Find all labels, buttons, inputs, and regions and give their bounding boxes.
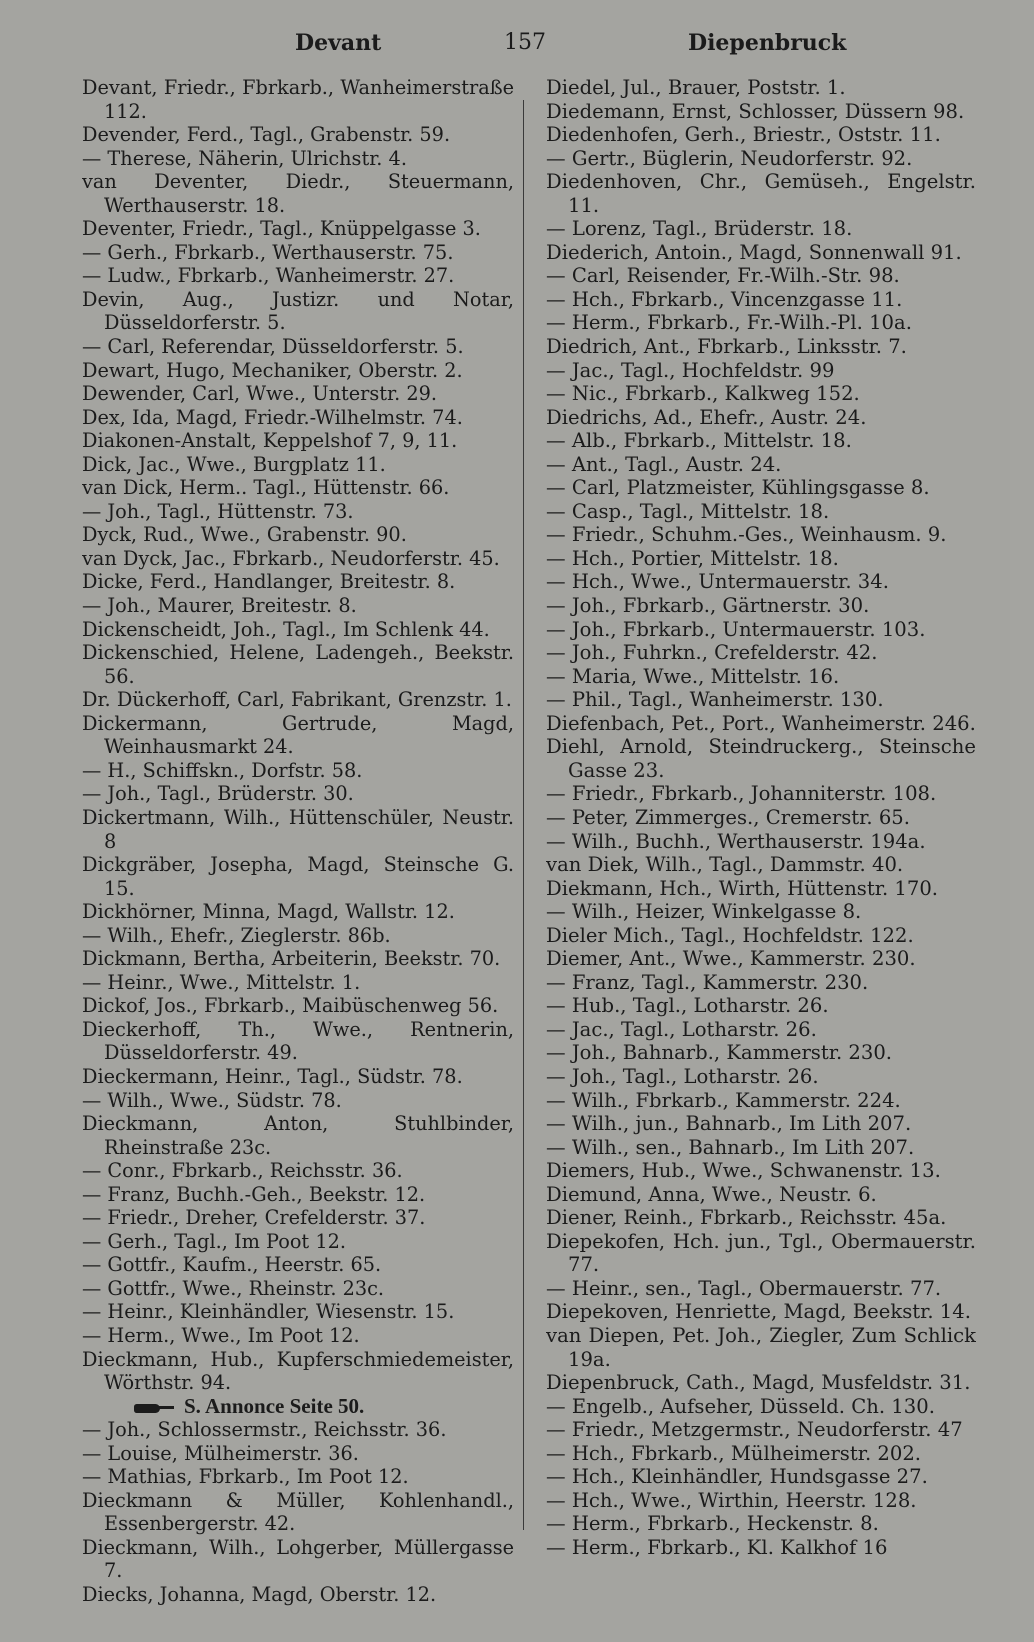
directory-entry: Diedenhoven, Chr., Gemüseh., Engelstr. 11.	[546, 170, 976, 217]
running-head-right: Diepenbruck	[688, 30, 847, 56]
page-number: 157	[504, 30, 546, 55]
directory-entry: Diemers, Hub., Wwe., Schwanenstr. 13.	[546, 1159, 941, 1183]
directory-entry: — Jac., Tagl., Hochfeldstr. 99	[546, 358, 835, 382]
directory-entry: — Joh., Schlossermstr., Reichsstr. 36.	[82, 1418, 447, 1442]
directory-entry: Dick, Jac., Wwe., Burgplatz 11.	[82, 452, 386, 476]
directory-entry: Dieler Mich., Tagl., Hochfeldstr. 122.	[546, 923, 914, 947]
directory-entry: Dickgräber, Josepha, Magd, Steinsche G. 15.	[82, 853, 514, 900]
directory-entry: Diedrich, Ant., Fbrkarb., Linksstr. 7.	[546, 335, 907, 359]
directory-entry: Dewender, Carl, Wwe., Unterstr. 29.	[82, 382, 438, 406]
directory-entry: Dickmann, Bertha, Arbeiterin, Beekstr. 70.	[82, 947, 501, 971]
directory-entry: — Herm., Fbrkarb., Heckenstr. 8.	[546, 1512, 879, 1536]
directory-entry: — Hch., Portier, Mittelstr. 18.	[546, 546, 839, 570]
directory-entry: Diemund, Anna, Wwe., Neustr. 6.	[546, 1182, 877, 1206]
directory-entry: — H., Schiffskn., Dorfstr. 58.	[82, 758, 363, 782]
pointing-hand-icon	[134, 1401, 174, 1415]
directory-entry: van Deventer, Diedr., Steuermann, Werthauserstr. 18.	[82, 170, 514, 217]
directory-entry: — Conr., Fbrkarb., Reichsstr. 36.	[82, 1159, 403, 1183]
left-column	[82, 76, 514, 1607]
directory-entry: — Peter, Zimmerges., Cremerstr. 65.	[546, 805, 910, 829]
directory-entry: Diedenhofen, Gerh., Briestr., Oststr. 11.	[546, 123, 941, 147]
directory-entry: Diedemann, Ernst, Schlosser, Düssern 98.	[546, 99, 965, 123]
directory-entry: Dieckmann, Anton, Stuhlbinder, Rheinstraße 23c.	[82, 1112, 514, 1159]
directory-entry: van Diek, Wilh., Tagl., Dammstr. 40.	[546, 853, 904, 877]
directory-entry: Dickhörner, Minna, Magd, Wallstr. 12.	[82, 900, 455, 924]
directory-entry: — Heinr., Wwe., Mittelstr. 1.	[82, 970, 361, 994]
directory-entry: — Jac., Tagl., Lotharstr. 26.	[546, 1017, 817, 1041]
directory-entry: Dickermann, Gertrude, Magd, Weinhausmarkt 24.	[82, 711, 514, 759]
directory-entry: — Louise, Mülheimerstr. 36.	[82, 1441, 359, 1465]
directory-entry: — Gottfr., Kaufm., Heerstr. 65.	[82, 1253, 382, 1277]
directory-entry: — Engelb., Aufseher, Düsseld. Ch. 130.	[546, 1394, 935, 1418]
page-header	[0, 24, 1034, 64]
directory-entry: — Gerh., Tagl., Im Poot 12.	[82, 1229, 346, 1253]
directory-entry: Diepekoven, Henriette, Magd, Beekstr. 14.	[546, 1300, 971, 1324]
directory-entry: Diepenbruck, Cath., Magd, Musfeldstr. 31.	[546, 1371, 971, 1395]
directory-entry: — Herm., Fbrkarb., Kl. Kalkhof 16	[546, 1535, 888, 1559]
directory-entry: — Wilh., Ehefr., Zieglerstr. 86b.	[82, 923, 391, 947]
directory-entry: — Nic., Fbrkarb., Kalkweg 152.	[546, 382, 860, 406]
directory-entry: — Gertr., Büglerin, Neudorferstr. 92.	[546, 146, 913, 170]
directory-entry: Diedel, Jul., Brauer, Poststr. 1.	[546, 76, 846, 99]
directory-entry: — Hch., Wwe., Untermauerstr. 34.	[546, 570, 889, 594]
directory-entry: — Ludw., Fbrkarb., Wanheimerstr. 27.	[82, 264, 455, 288]
directory-entry: Dyck, Rud., Wwe., Grabenstr. 90.	[82, 523, 407, 547]
directory-entry: — Joh., Bahnarb., Kammerstr. 230.	[546, 1041, 893, 1065]
directory-entry: — Carl, Referendar, Düsseldorferstr. 5.	[82, 335, 464, 359]
directory-entry: — Alb., Fbrkarb., Mittelstr. 18.	[546, 429, 852, 453]
directory-entry: — Carl, Platzmeister, Kühlingsgasse 8.	[546, 476, 930, 500]
directory-entry: van Dick, Herm.. Tagl., Hüttenstr. 66.	[82, 476, 450, 500]
directory-entry: Dickenscheidt, Joh., Tagl., Im Schlenk 44.	[82, 617, 490, 641]
directory-entry: — Heinr., Kleinhändler, Wiesenstr. 15.	[82, 1300, 455, 1324]
directory-entry: Dicke, Ferd., Handlanger, Breitestr. 8.	[82, 570, 456, 594]
directory-entry: — Herm., Fbrkarb., Fr.-Wilh.-Pl. 10a.	[546, 311, 912, 335]
directory-entry: Dickof, Jos., Fbrkarb., Maibüschenweg 56.	[82, 994, 499, 1018]
directory-entry: Dieckmann & Müller, Kohlenhandl., Essenbergerstr. 42.	[82, 1488, 514, 1536]
directory-entry: — Franz, Tagl., Kammerstr. 230.	[546, 970, 869, 994]
directory-entry: — Joh., Tagl., Brüderstr. 30.	[82, 782, 354, 806]
directory-entry: Dickertmann, Wilh., Hüttenschüler, Neustr. 8	[82, 805, 514, 853]
directory-entry: — Wilh., jun., Bahnarb., Im Lith 207.	[546, 1112, 912, 1136]
directory-entry: Devin, Aug., Justizr. und Notar, Düsseldorferstr. 5.	[82, 287, 514, 335]
directory-entry: Diepekofen, Hch. jun., Tgl., Obermauerstr. 77.	[546, 1229, 976, 1277]
annonce-reference	[82, 1395, 514, 1419]
directory-entry: — Joh., Tagl., Hüttenstr. 73.	[82, 499, 354, 523]
directory-entry: — Joh., Maurer, Breitestr. 8.	[82, 594, 357, 618]
directory-entry: Diedrichs, Ad., Ehefr., Austr. 24.	[546, 405, 867, 429]
directory-entry: Dieckmann, Hub., Kupferschmiedemeister, Wörthstr. 94.	[82, 1347, 514, 1395]
directory-entry: — Joh., Tagl., Lotharstr. 26.	[546, 1064, 819, 1088]
directory-entry: Dieckmann, Wilh., Lohgerber, Müllergasse 7.	[82, 1535, 514, 1583]
directory-entry: Devant, Friedr., Fbrkarb., Wanheimerstraße 112.	[82, 76, 514, 123]
directory-entry: Diefenbach, Pet., Port., Wanheimerstr. 246.	[546, 711, 976, 735]
directory-entry: — Ant., Tagl., Austr. 24.	[546, 452, 782, 476]
directory-entry: — Wilh., Wwe., Südstr. 78.	[82, 1088, 342, 1112]
annonce-text: S. Annonce Seite 50.	[184, 1393, 365, 1418]
directory-entry: Devender, Ferd., Tagl., Grabenstr. 59.	[82, 123, 451, 147]
directory-entry: Dieckerhoff, Th., Wwe., Rentnerin, Düsseldorferstr. 49.	[82, 1017, 514, 1065]
directory-entry: — Friedr., Fbrkarb., Johanniterstr. 108.	[546, 782, 937, 806]
directory-entry: — Lorenz, Tagl., Brüderstr. 18.	[546, 217, 853, 241]
directory-entry: — Friedr., Schuhm.-Ges., Weinhausm. 9.	[546, 523, 947, 547]
directory-entry: Dex, Ida, Magd, Friedr.-Wilhelmstr. 74.	[82, 405, 463, 429]
directory-entry: Diemer, Ant., Wwe., Kammerstr. 230.	[546, 947, 916, 971]
directory-entry: Deventer, Friedr., Tagl., Knüppelgasse 3.	[82, 217, 481, 241]
directory-entry: — Herm., Wwe., Im Poot 12.	[82, 1323, 360, 1347]
directory-entry: Diehl, Arnold, Steindruckerg., Steinsche Gasse 23.	[546, 735, 976, 782]
directory-entry: — Mathias, Fbrkarb., Im Poot 12.	[82, 1465, 409, 1489]
directory-entry: — Therese, Näherin, Ulrichstr. 4.	[82, 146, 407, 170]
column-divider	[523, 100, 524, 1530]
directory-entry: — Hch., Kleinhändler, Hundsgasse 27.	[546, 1465, 928, 1489]
right-column	[546, 76, 976, 1559]
directory-entry: — Joh., Fuhrkn., Crefelderstr. 42.	[546, 641, 878, 665]
directory-entry: van Dyck, Jac., Fbrkarb., Neudorferstr. 45.	[82, 546, 500, 570]
directory-entry: Dr. Dückerhoff, Carl, Fabrikant, Grenzstr. 1.	[82, 688, 512, 712]
directory-entry: — Wilh., Fbrkarb., Kammerstr. 224.	[546, 1088, 901, 1112]
directory-entry: Dickenschied, Helene, Ladengeh., Beekstr. 56.	[82, 641, 514, 688]
directory-entry: Dewart, Hugo, Mechaniker, Oberstr. 2.	[82, 358, 463, 382]
directory-entry: — Carl, Reisender, Fr.-Wilh.-Str. 98.	[546, 264, 900, 288]
directory-entry: — Heinr., sen., Tagl., Obermauerstr. 77.	[546, 1276, 942, 1300]
directory-entry: — Casp., Tagl., Mittelstr. 18.	[546, 499, 830, 523]
directory-entry: — Friedr., Metzgermstr., Neudorferstr. 47	[546, 1418, 963, 1442]
running-head-left: Devant	[295, 30, 382, 56]
directory-entry: Diecks, Johanna, Magd, Oberstr. 12.	[82, 1583, 437, 1606]
directory-entry: — Maria, Wwe., Mittelstr. 16.	[546, 664, 840, 688]
directory-entry: — Hub., Tagl., Lotharstr. 26.	[546, 994, 829, 1018]
directory-entry: — Wilh., sen., Bahnarb., Im Lith 207.	[546, 1135, 915, 1159]
directory-entry: — Wilh., Heizer, Winkelgasse 8.	[546, 900, 862, 924]
directory-entry: — Hch., Wwe., Wirthin, Heerstr. 128.	[546, 1488, 917, 1512]
directory-entry: — Hch., Fbrkarb., Vincenzgasse 11.	[546, 287, 903, 311]
directory-entry: — Gottfr., Wwe., Rheinstr. 23c.	[82, 1276, 385, 1300]
directory-entry: — Franz, Buchh.-Geh., Beekstr. 12.	[82, 1182, 426, 1206]
directory-entry: — Hch., Fbrkarb., Mülheimerstr. 202.	[546, 1441, 922, 1465]
directory-entry: Diederich, Antoin., Magd, Sonnenwall 91.	[546, 240, 962, 264]
directory-entry: Dieckermann, Heinr., Tagl., Südstr. 78.	[82, 1064, 463, 1088]
directory-entry: — Friedr., Dreher, Crefelderstr. 37.	[82, 1206, 426, 1230]
directory-entry: — Joh., Fbrkarb., Untermauerstr. 103.	[546, 617, 926, 641]
directory-entry: van Diepen, Pet. Joh., Ziegler, Zum Schlick 19a.	[546, 1323, 976, 1371]
directory-entry: Diakonen-Anstalt, Keppelshof 7, 9, 11.	[82, 429, 458, 453]
directory-entry: — Phil., Tagl., Wanheimerstr. 130.	[546, 688, 884, 712]
directory-entry: Diener, Reinh., Fbrkarb., Reichsstr. 45a.	[546, 1206, 947, 1230]
directory-entry: — Wilh., Buchh., Werthauserstr. 194a.	[546, 829, 926, 853]
directory-entry: — Joh., Fbrkarb., Gärtnerstr. 30.	[546, 594, 870, 618]
directory-entry: Diekmann, Hch., Wirth, Hüttenstr. 170.	[546, 876, 939, 900]
directory-entry: — Gerh., Fbrkarb., Werthauserstr. 75.	[82, 240, 454, 264]
